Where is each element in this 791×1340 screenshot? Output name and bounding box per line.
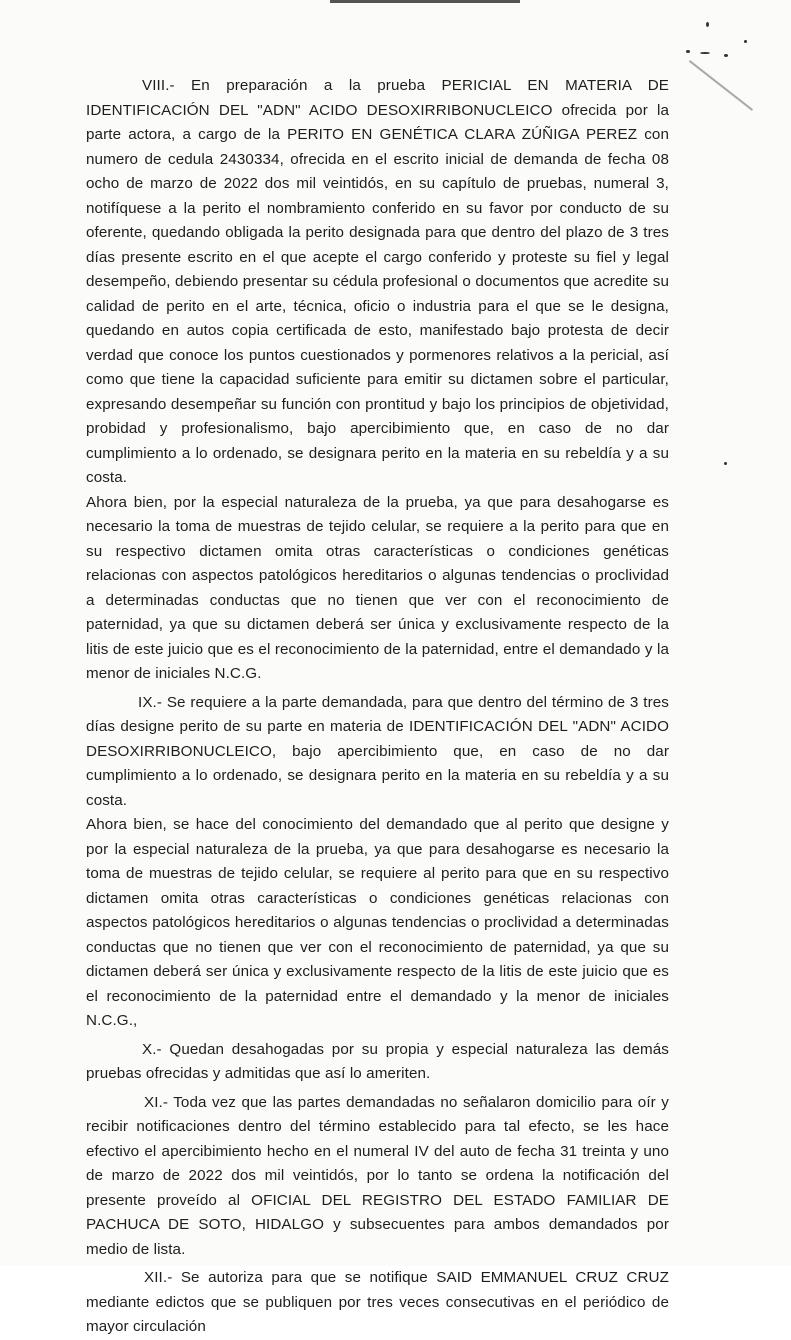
scan-speck <box>724 462 727 465</box>
scan-speck <box>706 22 709 27</box>
paragraph-ix-continuation: Ahora bien, se hace del conocimiento del demandado que al perito que designe y por la especial naturaleza de la prueba, ya que para desahogarse es necesario la toma de muestras de tejido celular, se requiere al perito para que en su respectivo dictamen omita otras características o condiciones genéticas relacionas con aspectos patológicos hereditarios o algunas tendencias o proclividad a determinadas conductas que no tienen que ver con el reconocimiento de paternidad, ya que su dictamen deberá ser única y exclusivamente respecto de la litis de este juicio que es el reconocimiento de la paternidad entre el demandado y la menor de iniciales N.C.G., <box>86 816 669 1029</box>
document-body <box>86 74 669 1340</box>
scan-speck <box>744 40 747 43</box>
scan-speck <box>686 50 690 53</box>
scan-speck <box>724 54 728 57</box>
paragraph-ix: IX.- Se requiere a la parte demandada, para que dentro del término de 3 tres días designe perito de su parte en materia de IDENTIFICACIÓN DEL "ADN" ACIDO DESOXIRRIBONUCLEICO, bajo apercibimiento que, en caso de no dar cumplimiento a lo ordenado, se designara perito en la materia en su rebeldía y a su costa. <box>86 693 669 809</box>
paragraph-viii: VIII.- En preparación a la prueba PERICIAL EN MATERIA DE IDENTIFICACIÓN DEL "ADN" ACIDO DESOXIRRIBONUCLEICO ofrecida por la parte actora, a cargo de la PERITO EN GENÉTICA CLARA ZÚÑIGA PEREZ con numero de cedula 2430334, ofrecida en el escrito inicial de demanda de fecha 08 ocho de marzo de 2022 dos mil veintidós, en su capítulo de pruebas, numeral 3, notifíquese a la perito el nombramiento conferido en su favor por conducto de su oferente, quedando obligada la perito designada para que dentro del plazo de 3 tres días presente escrito en el que acepte el cargo conferido y proteste su fiel y legal desempeño, debiendo presentar su cédula profesional o documentos que acredite su calidad de perito en el arte, técnica, oficio o industria para el que se le designa, quedando en autos copia certificada de esto, manifestado bajo protesta de decir verdad que conoce los puntos cuestionados y pormenores relativos a la pericial, así como que tiene la capacidad suficiente para emitir su dictamen sobre el particular, expresando desempeñar su función con prontitud y bajo los principios de objetividad, probidad y profesionalismo, bajo apercibimiento que, en caso de no dar cumplimiento a lo ordenado, se designara perito en la materia en su rebeldía y a su costa. <box>86 77 669 486</box>
paragraph-xii: XII.- Se autoriza para que se notifique SAID EMMANUEL CRUZ CRUZ mediante edictos que se publiquen por tres veces consecutivas en el periódico de mayor circulación <box>86 1269 669 1335</box>
paragraph-viii-continuation: Ahora bien, por la especial naturaleza de la prueba, ya que para desahogarse es necesario la toma de muestras de tejido celular, se requiere a la perito para que en su respectivo dictamen omita otras características o condiciones genéticas relacionas con aspectos patológicos hereditarios o algunas tendencias o proclividad a determinadas conductas que no tienen que ver con el reconocimiento de paternidad, ya que su dictamen deberá ser única y exclusivamente respecto de la litis de este juicio que es el reconocimiento de la paternidad, entre el demandado y la menor de iniciales N.C.G. <box>86 493 669 682</box>
scan-edge-mark <box>330 0 520 3</box>
scan-speck <box>700 52 710 54</box>
scan-scratch <box>689 60 753 111</box>
paragraph-xi: XI.- Toda vez que las partes demandadas no señalaron domicilio para oír y recibir notificaciones dentro del término establecido para tal efecto, se les hace efectivo el apercibimiento hecho en el numeral IV del auto de fecha 31 treinta y uno de marzo de 2022 dos mil veintidós, por lo tanto se ordena la notificación del presente proveído al OFICIAL DEL REGISTRO DEL ESTADO FAMILIAR DE PACHUCA DE SOTO, HIDALGO y subsecuentes para ambos demandados por medio de lista. <box>86 1093 669 1258</box>
paragraph-x: X.- Quedan desahogadas por su propia y especial naturaleza las demás pruebas ofrecidas y admitidas que así lo ameriten. <box>86 1040 669 1082</box>
